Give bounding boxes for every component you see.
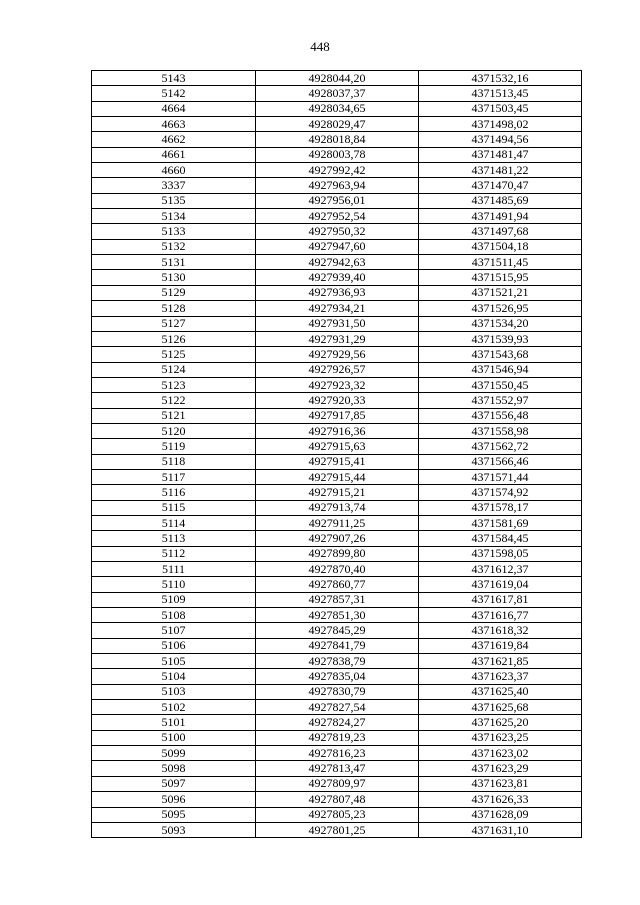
- y-coordinate-cell: 4371534,20: [419, 316, 582, 331]
- x-coordinate-cell: 4927827,54: [256, 700, 419, 715]
- table-row: [92, 577, 582, 592]
- x-coordinate-cell: 4928003,78: [256, 147, 419, 162]
- point-number-cell: 5100: [92, 730, 256, 745]
- x-coordinate-cell: 4927915,44: [256, 469, 419, 484]
- table-row: [92, 101, 582, 116]
- point-number-cell: 5123: [92, 377, 256, 392]
- point-number-cell: 5114: [92, 515, 256, 530]
- point-number-cell: 5096: [92, 792, 256, 807]
- y-coordinate-cell: 4371623,81: [419, 776, 582, 791]
- y-coordinate-cell: 4371504,18: [419, 239, 582, 254]
- y-coordinate-cell: 4371552,97: [419, 393, 582, 408]
- y-coordinate-cell: 4371617,81: [419, 592, 582, 607]
- point-number-cell: 5098: [92, 761, 256, 776]
- y-coordinate-cell: 4371526,95: [419, 301, 582, 316]
- table-row: [92, 761, 582, 776]
- y-coordinate-cell: 4371497,68: [419, 224, 582, 239]
- table-row: [92, 86, 582, 101]
- y-coordinate-cell: 4371521,21: [419, 285, 582, 300]
- table-row: [92, 546, 582, 561]
- y-coordinate-cell: 4371546,94: [419, 362, 582, 377]
- x-coordinate-cell: 4927807,48: [256, 792, 419, 807]
- point-number-cell: 5097: [92, 776, 256, 791]
- table-row: [92, 209, 582, 224]
- table-row: [92, 301, 582, 316]
- point-number-cell: 5095: [92, 807, 256, 822]
- y-coordinate-cell: 4371566,46: [419, 454, 582, 469]
- table-row: [92, 700, 582, 715]
- x-coordinate-cell: 4927992,42: [256, 163, 419, 178]
- x-coordinate-cell: 4927819,23: [256, 730, 419, 745]
- table-row: [92, 746, 582, 761]
- x-coordinate-cell: 4927813,47: [256, 761, 419, 776]
- table-row: [92, 377, 582, 392]
- x-coordinate-cell: 4927824,27: [256, 715, 419, 730]
- x-coordinate-cell: 4927809,97: [256, 776, 419, 791]
- table-row: [92, 362, 582, 377]
- point-number-cell: 5106: [92, 638, 256, 653]
- y-coordinate-cell: 4371623,29: [419, 761, 582, 776]
- y-coordinate-cell: 4371556,48: [419, 408, 582, 423]
- y-coordinate-cell: 4371498,02: [419, 117, 582, 132]
- table-row: [92, 147, 582, 162]
- table-row: [92, 270, 582, 285]
- y-coordinate-cell: 4371625,68: [419, 700, 582, 715]
- point-number-cell: 5121: [92, 408, 256, 423]
- point-number-cell: 5135: [92, 193, 256, 208]
- table-row: [92, 316, 582, 331]
- y-coordinate-cell: 4371515,95: [419, 270, 582, 285]
- y-coordinate-cell: 4371621,85: [419, 654, 582, 669]
- y-coordinate-cell: 4371598,05: [419, 546, 582, 561]
- x-coordinate-cell: 4927931,29: [256, 331, 419, 346]
- point-number-cell: 5127: [92, 316, 256, 331]
- table-row: [92, 423, 582, 438]
- y-coordinate-cell: 4371626,33: [419, 792, 582, 807]
- y-coordinate-cell: 4371578,17: [419, 500, 582, 515]
- y-coordinate-cell: 4371625,40: [419, 684, 582, 699]
- point-number-cell: 5143: [92, 71, 256, 86]
- point-number-cell: 5132: [92, 239, 256, 254]
- table-row: [92, 500, 582, 515]
- x-coordinate-cell: 4928034,65: [256, 101, 419, 116]
- table-row: [92, 285, 582, 300]
- table-row: [92, 792, 582, 807]
- coordinates-table: [91, 70, 582, 838]
- table-row: [92, 531, 582, 546]
- x-coordinate-cell: 4927857,31: [256, 592, 419, 607]
- y-coordinate-cell: 4371511,45: [419, 255, 582, 270]
- point-number-cell: 5130: [92, 270, 256, 285]
- point-number-cell: 5101: [92, 715, 256, 730]
- x-coordinate-cell: 4927911,25: [256, 515, 419, 530]
- table-row: [92, 255, 582, 270]
- x-coordinate-cell: 4927923,32: [256, 377, 419, 392]
- x-coordinate-cell: 4928044,20: [256, 71, 419, 86]
- table-row: [92, 454, 582, 469]
- point-number-cell: 5116: [92, 485, 256, 500]
- point-number-cell: 5125: [92, 347, 256, 362]
- table-row: [92, 485, 582, 500]
- table-row: [92, 807, 582, 822]
- point-number-cell: 5112: [92, 546, 256, 561]
- x-coordinate-cell: 4927963,94: [256, 178, 419, 193]
- point-number-cell: 5105: [92, 654, 256, 669]
- x-coordinate-cell: 4927870,40: [256, 562, 419, 577]
- y-coordinate-cell: 4371625,20: [419, 715, 582, 730]
- x-coordinate-cell: 4927915,41: [256, 454, 419, 469]
- table-row: [92, 730, 582, 745]
- point-number-cell: 4663: [92, 117, 256, 132]
- table-row: [92, 684, 582, 699]
- table-row: [92, 715, 582, 730]
- point-number-cell: 4660: [92, 163, 256, 178]
- x-coordinate-cell: 4927936,93: [256, 285, 419, 300]
- y-coordinate-cell: 4371571,44: [419, 469, 582, 484]
- point-number-cell: 3337: [92, 178, 256, 193]
- x-coordinate-cell: 4927835,04: [256, 669, 419, 684]
- point-number-cell: 5111: [92, 562, 256, 577]
- x-coordinate-cell: 4927926,57: [256, 362, 419, 377]
- point-number-cell: 5110: [92, 577, 256, 592]
- table-row: [92, 117, 582, 132]
- point-number-cell: 4664: [92, 101, 256, 116]
- point-number-cell: 5119: [92, 439, 256, 454]
- table-row: [92, 347, 582, 362]
- point-number-cell: 5124: [92, 362, 256, 377]
- y-coordinate-cell: 4371623,02: [419, 746, 582, 761]
- x-coordinate-cell: 4928037,37: [256, 86, 419, 101]
- table-row: [92, 163, 582, 178]
- point-number-cell: 5099: [92, 746, 256, 761]
- point-number-cell: 5103: [92, 684, 256, 699]
- point-number-cell: 5102: [92, 700, 256, 715]
- table-row: [92, 178, 582, 193]
- table-row: [92, 439, 582, 454]
- y-coordinate-cell: 4371619,84: [419, 638, 582, 653]
- y-coordinate-cell: 4371532,16: [419, 71, 582, 86]
- x-coordinate-cell: 4928029,47: [256, 117, 419, 132]
- x-coordinate-cell: 4927851,30: [256, 608, 419, 623]
- table-row: [92, 224, 582, 239]
- y-coordinate-cell: 4371503,45: [419, 101, 582, 116]
- point-number-cell: 5131: [92, 255, 256, 270]
- point-number-cell: 5118: [92, 454, 256, 469]
- x-coordinate-cell: 4927801,25: [256, 822, 419, 837]
- point-number-cell: 5115: [92, 500, 256, 515]
- x-coordinate-cell: 4927929,56: [256, 347, 419, 362]
- y-coordinate-cell: 4371616,77: [419, 608, 582, 623]
- point-number-cell: 5133: [92, 224, 256, 239]
- table-row: [92, 822, 582, 837]
- x-coordinate-cell: 4927845,29: [256, 623, 419, 638]
- table-row: [92, 608, 582, 623]
- point-number-cell: 5109: [92, 592, 256, 607]
- y-coordinate-cell: 4371618,32: [419, 623, 582, 638]
- point-number-cell: 5134: [92, 209, 256, 224]
- x-coordinate-cell: 4927805,23: [256, 807, 419, 822]
- point-number-cell: 5128: [92, 301, 256, 316]
- x-coordinate-cell: 4927899,80: [256, 546, 419, 561]
- table-row: [92, 562, 582, 577]
- table-row: [92, 393, 582, 408]
- x-coordinate-cell: 4927952,54: [256, 209, 419, 224]
- x-coordinate-cell: 4927942,63: [256, 255, 419, 270]
- x-coordinate-cell: 4927830,79: [256, 684, 419, 699]
- x-coordinate-cell: 4927920,33: [256, 393, 419, 408]
- table-row: [92, 193, 582, 208]
- point-number-cell: 5142: [92, 86, 256, 101]
- point-number-cell: 4661: [92, 147, 256, 162]
- y-coordinate-cell: 4371550,45: [419, 377, 582, 392]
- y-coordinate-cell: 4371543,68: [419, 347, 582, 362]
- y-coordinate-cell: 4371612,37: [419, 562, 582, 577]
- point-number-cell: 5126: [92, 331, 256, 346]
- x-coordinate-cell: 4927838,79: [256, 654, 419, 669]
- table-row: [92, 654, 582, 669]
- x-coordinate-cell: 4928018,84: [256, 132, 419, 147]
- point-number-cell: 5129: [92, 285, 256, 300]
- table-row: [92, 623, 582, 638]
- table-row: [92, 239, 582, 254]
- y-coordinate-cell: 4371623,25: [419, 730, 582, 745]
- x-coordinate-cell: 4927931,50: [256, 316, 419, 331]
- y-coordinate-cell: 4371584,45: [419, 531, 582, 546]
- y-coordinate-cell: 4371481,22: [419, 163, 582, 178]
- y-coordinate-cell: 4371491,94: [419, 209, 582, 224]
- table-row: [92, 71, 582, 86]
- x-coordinate-cell: 4927916,36: [256, 423, 419, 438]
- y-coordinate-cell: 4371539,93: [419, 331, 582, 346]
- point-number-cell: 5104: [92, 669, 256, 684]
- y-coordinate-cell: 4371485,69: [419, 193, 582, 208]
- y-coordinate-cell: 4371623,37: [419, 669, 582, 684]
- x-coordinate-cell: 4927915,63: [256, 439, 419, 454]
- y-coordinate-cell: 4371581,69: [419, 515, 582, 530]
- point-number-cell: 5108: [92, 608, 256, 623]
- table-row: [92, 408, 582, 423]
- table-row: [92, 515, 582, 530]
- y-coordinate-cell: 4371558,98: [419, 423, 582, 438]
- table-row: [92, 469, 582, 484]
- x-coordinate-cell: 4927841,79: [256, 638, 419, 653]
- x-coordinate-cell: 4927934,21: [256, 301, 419, 316]
- x-coordinate-cell: 4927950,32: [256, 224, 419, 239]
- point-number-cell: 5120: [92, 423, 256, 438]
- x-coordinate-cell: 4927915,21: [256, 485, 419, 500]
- y-coordinate-cell: 4371631,10: [419, 822, 582, 837]
- table-row: [92, 592, 582, 607]
- y-coordinate-cell: 4371513,45: [419, 86, 582, 101]
- y-coordinate-cell: 4371481,47: [419, 147, 582, 162]
- point-number-cell: 5093: [92, 822, 256, 837]
- x-coordinate-cell: 4927860,77: [256, 577, 419, 592]
- x-coordinate-cell: 4927939,40: [256, 270, 419, 285]
- y-coordinate-cell: 4371562,72: [419, 439, 582, 454]
- x-coordinate-cell: 4927907,26: [256, 531, 419, 546]
- point-number-cell: 5122: [92, 393, 256, 408]
- table-row: [92, 776, 582, 791]
- point-number-cell: 5117: [92, 469, 256, 484]
- x-coordinate-cell: 4927956,01: [256, 193, 419, 208]
- table-row: [92, 331, 582, 346]
- table-row: [92, 638, 582, 653]
- x-coordinate-cell: 4927947,60: [256, 239, 419, 254]
- x-coordinate-cell: 4927917,85: [256, 408, 419, 423]
- table-row: [92, 132, 582, 147]
- y-coordinate-cell: 4371574,92: [419, 485, 582, 500]
- table-row: [92, 669, 582, 684]
- x-coordinate-cell: 4927816,23: [256, 746, 419, 761]
- y-coordinate-cell: 4371494,56: [419, 132, 582, 147]
- x-coordinate-cell: 4927913,74: [256, 500, 419, 515]
- y-coordinate-cell: 4371619,04: [419, 577, 582, 592]
- point-number-cell: 5107: [92, 623, 256, 638]
- coordinates-table-body: [92, 71, 582, 838]
- page-number: 448: [310, 39, 330, 54]
- y-coordinate-cell: 4371628,09: [419, 807, 582, 822]
- point-number-cell: 4662: [92, 132, 256, 147]
- y-coordinate-cell: 4371470,47: [419, 178, 582, 193]
- point-number-cell: 5113: [92, 531, 256, 546]
